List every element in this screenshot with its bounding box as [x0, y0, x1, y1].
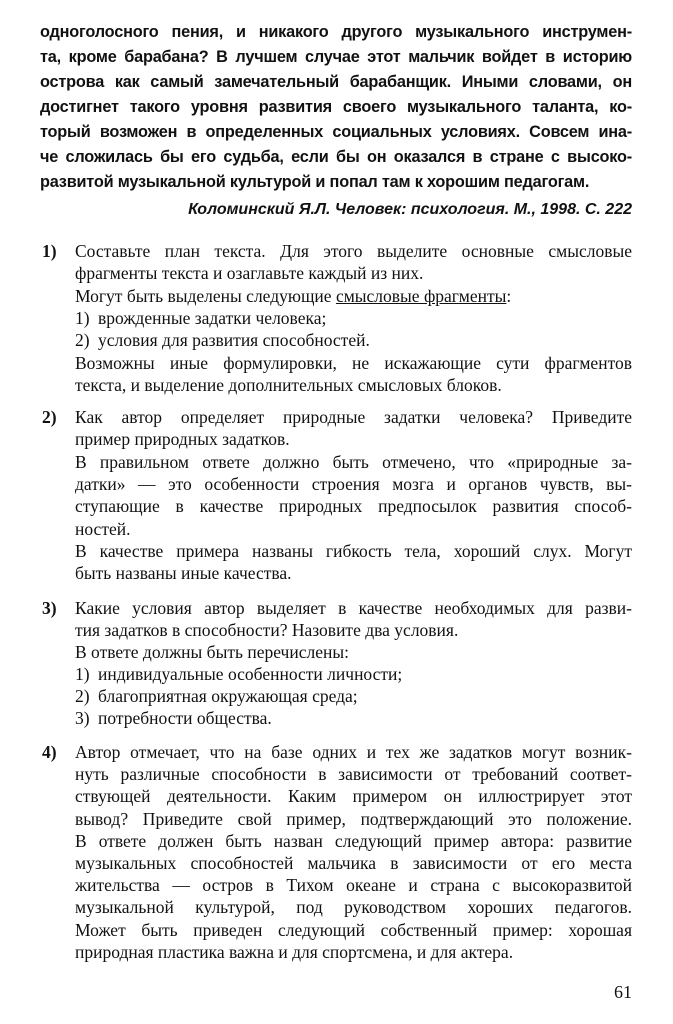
- question-number: 4): [42, 742, 57, 762]
- list-item: [75, 663, 632, 685]
- list-item: [75, 685, 632, 707]
- question-line: В качестве примера названы гибкость тела, хороший слух. Могут: [75, 540, 632, 561]
- question-line: ступающие в качестве природных предпосылок развития способ-: [75, 496, 632, 517]
- question-number: 2): [42, 407, 57, 427]
- question-line: Автор отмечает, что на базе одних и тех же задатков могут возник-: [75, 742, 632, 762]
- question-number: 1): [42, 241, 57, 261]
- question-line: быть названы иные качества.: [75, 563, 292, 584]
- list-item: [75, 329, 632, 351]
- question-line: нуть различные способности в зависимости от требований соответ-: [75, 764, 632, 785]
- list-item-text: врожденные задатки человека;: [98, 307, 327, 328]
- intro-line: острова как самый замечательный барабанщик. Иными словами, он: [40, 73, 632, 91]
- question-number: 3): [42, 598, 57, 618]
- list-item: [75, 307, 632, 329]
- question-line: музыкальных способностей мальчика в зависимости от его места: [75, 853, 632, 873]
- question-line: природная пластика важна и для спортсмена, и для актера.: [75, 941, 514, 962]
- question-line: вывод? Приведите свой пример, подтверждающий это положение.: [75, 808, 632, 829]
- line-text: Могут быть выделены следующие: [75, 285, 336, 306]
- question-line: Составьте план текста. Для этого выделите основные смысловые: [75, 241, 632, 261]
- question-line: Как автор определяет природные задатки человека? Приведите: [75, 407, 632, 427]
- list-item-text: потребности общества.: [98, 708, 272, 728]
- intro-line: развитой музыкальной культурой и попал там к хорошим педагогам.: [40, 173, 590, 191]
- intro-line: че сложилась бы его судьба, если бы он оказался в стране с высоко-: [40, 148, 632, 166]
- list-item: [75, 707, 632, 729]
- intro-line: достигнет такого уровня развития своего музыкального таланта, ко-: [40, 98, 632, 116]
- citation: Коломинский Я.Л. Человек: психология. М., 1998. С. 222: [188, 201, 632, 218]
- list-item-number: 3): [75, 708, 90, 728]
- list-item-number: 1): [75, 307, 90, 328]
- question-line: текста, и выделение дополнительных смысловых блоков.: [75, 374, 502, 395]
- question-line: В ответе должен быть назван следующий пример автора: развитие: [75, 830, 632, 851]
- question-line: Какие условия автор выделяет в качестве необходимых для разви-: [75, 598, 632, 618]
- question-line: В правильном ответе должно быть отмечено, что «природные за-: [75, 451, 632, 472]
- question-line: тия задатков в способности? Назовите два условия.: [75, 620, 459, 640]
- question-line: музыкальной культурой, под руководством хороших педагогов.: [75, 897, 632, 918]
- list-item-number: 2): [75, 686, 90, 706]
- list-item-text: условия для развития способностей.: [98, 330, 370, 351]
- intro-line: та, кроме барабана? В лучшем случае этот мальчик войдет в историю: [40, 48, 632, 66]
- page-number: 61: [614, 982, 632, 1002]
- list-item-number: 1): [75, 664, 90, 684]
- question-line: датки» — это особенности строения мозга и органов чувств, вы-: [75, 473, 632, 494]
- list-item-text: благоприятная окружающая среда;: [98, 686, 358, 706]
- list-item-text: индивидуальные особенности личности;: [98, 664, 403, 684]
- question-line: ностей.: [75, 518, 131, 539]
- question-line: ствующей деятельности. Каким примером он иллюстрирует этот: [75, 786, 632, 807]
- intro-line: торый возможен в определенных социальных условиях. Совсем ина-: [40, 123, 632, 141]
- question-line: В ответе должны быть перечислены:: [75, 642, 349, 662]
- question-line: Возможны иные формулировки, не искажающие сути фрагментов: [75, 352, 632, 373]
- punctuation: :: [506, 285, 512, 306]
- question-line: Может быть приведен следующий собственный пример: хорошая: [75, 919, 632, 940]
- question-line: фрагменты текста и озаглавьте каждый из них.: [75, 263, 424, 284]
- question-line: жительства — остров в Тихом океане и страна с высокоразвитой: [75, 875, 632, 896]
- intro-line: одноголосного пения, и никакого другого музыкального инструмен-: [40, 23, 632, 41]
- list-item-number: 2): [75, 330, 90, 351]
- question-line: пример природных задатков.: [75, 429, 290, 450]
- underlined-term: смысловые фрагменты: [335, 285, 507, 306]
- question-line: [75, 285, 632, 307]
